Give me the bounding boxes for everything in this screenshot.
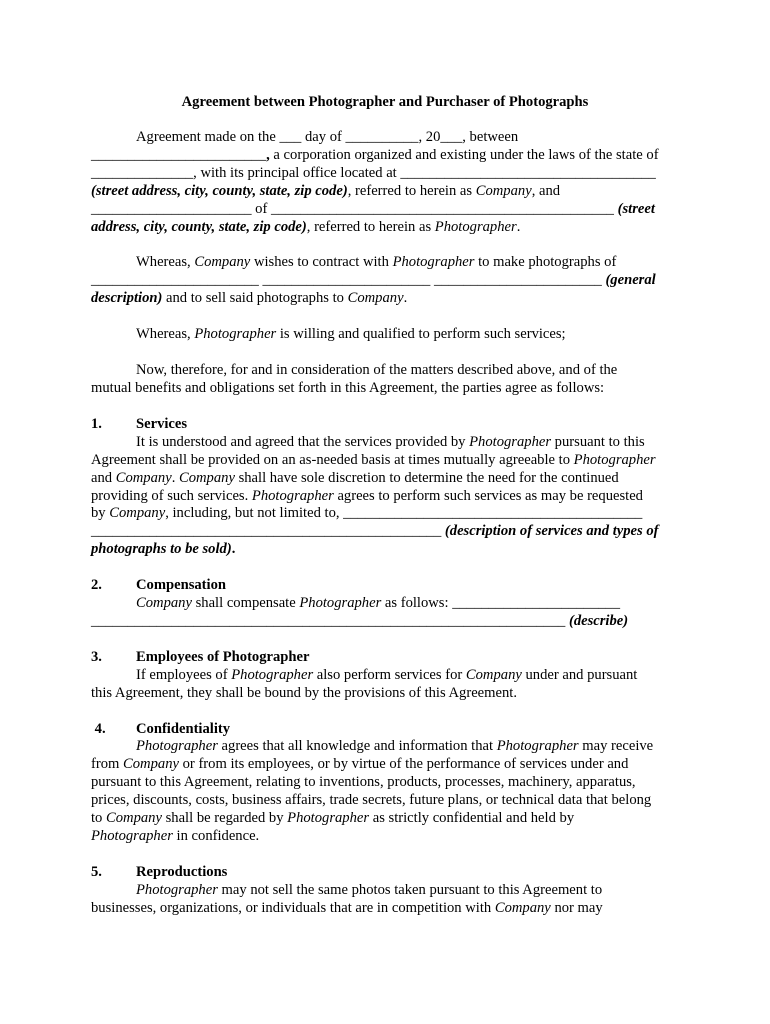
section-heading: 1. Services [91,415,188,432]
intro-line-6: address, city, county, state, zip code), referred to herein as Photographer. [91,218,521,235]
section-heading: 2. Compensation [91,577,227,594]
whereas-paragraph-2 [91,326,679,344]
confidentiality-line-1: Photographer agrees that all knowledge and information that Photographer may receive [136,738,654,755]
section-reproductions [91,864,679,918]
section-heading: 5. Reproductions [91,863,228,880]
compensation-line-1: Company shall compensate Photographer as follows: _______________________ [136,595,621,612]
now-line-1: Now, therefore, for and in consideration of the matters described above, and of the [136,362,618,379]
confidentiality-line-5: to Company shall be regarded by Photographer as strictly confidential and held by [91,810,575,827]
whereas-paragraph-1 [91,254,679,308]
whereas2-line-1: Whereas, Photographer is willing and qualified to perform such services; [136,326,566,343]
document-title: Agreement between Photographer and Purchaser of Photographs [181,94,589,110]
intro-paragraph [91,129,679,236]
document-page [91,93,679,918]
confidentiality-line-6: Photographer in confidence. [91,828,260,844]
services-line-2: Agreement shall be provided on an as-needed basis at times mutually agreeable to Photographer [91,451,656,468]
now-line-2: mutual benefits and obligations set forth in this Agreement, the parties agree as follows: [91,379,605,396]
services-line-1: It is understood and agreed that the services provided by Photographer pursuant to this [136,433,645,450]
section-services [91,416,679,559]
confidentiality-line-3: pursuant to this Agreement, relating to inventions, products, processes, machinery, apparatus, [91,774,636,791]
services-line-4: providing of such services. Photographer agrees to perform such services as may be requested [91,487,643,504]
now-therefore-paragraph [91,362,679,398]
section-heading: 3. Employees of Photographer [91,648,310,665]
services-line-5: by Company, including, but not limited to, _________________________________________ [91,505,643,522]
compensation-line-2: _________________________________________________________________ (describe) [91,612,629,629]
confidentiality-line-2: from Company or from its employees, or by virtue of the performance of services under and [91,756,629,773]
section-employees [91,649,679,703]
reproductions-line-2: businesses, organizations, or individuals that are in competition with Company nor may [91,899,603,916]
services-line-6: ________________________________________________ (description of services and types of [91,523,659,540]
intro-line-5: ______________________ of _______________________________________________ (street [91,200,655,217]
section-heading: 4. Confidentiality [91,720,231,737]
employees-line-1: If employees of Photographer also perform services for Company under and pursuant [136,666,638,683]
section-compensation [91,577,679,631]
intro-line-4: (street address, city, county, state, zip code), referred to herein as Company, and [91,182,561,199]
section-confidentiality [91,721,679,846]
whereas1-line-2: _______________________ _______________________ _______________________ (general [91,272,656,289]
intro-line-3: ______________, with its principal office located at ___________________________________ [91,164,656,181]
reproductions-line-1: Photographer may not sell the same photos taken pursuant to this Agreement to [136,881,603,898]
services-line-7: photographs to be sold). [91,541,236,558]
confidentiality-line-4: prices, discounts, costs, business affairs, trade secrets, future plans, or technical data that belong [91,792,652,809]
employees-line-2: this Agreement, they shall be bound by the provisions of this Agreement. [91,684,517,701]
whereas1-line-3: description) and to sell said photographs to Company. [91,290,408,307]
services-line-3: and Company. Company shall have sole discretion to determine the need for the continued [91,469,619,486]
whereas1-line-1: Whereas, Company wishes to contract with Photographer to make photographs of [136,254,617,271]
intro-line-1: Agreement made on the ___ day of __________, 20___, between [136,129,519,145]
intro-line-2: ________________________, a corporation organized and existing under the laws of the state of [91,146,659,163]
